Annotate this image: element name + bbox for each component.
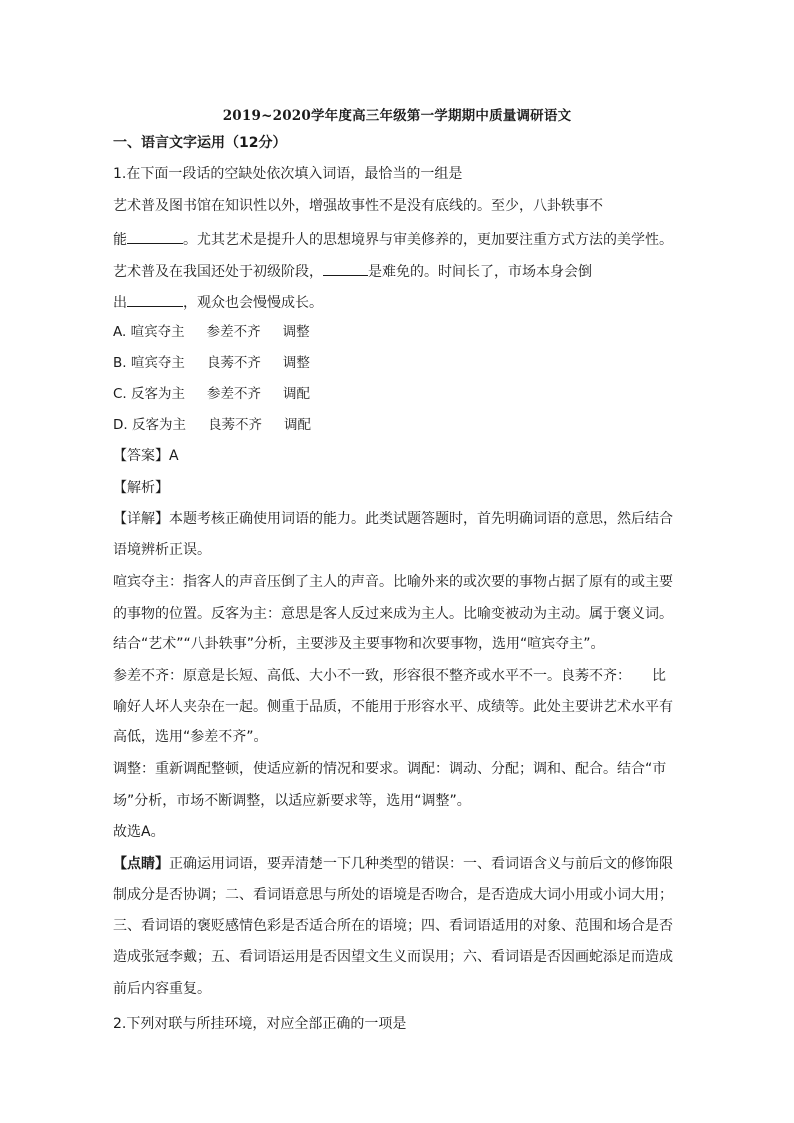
detail-line: 语境辨析正误。 [113,542,211,558]
detail-line: 调整：重新调配整顿，使适应新的情况和要求。调配：调动、分配；调和、配合。结合“市 [113,761,667,777]
passage-text: 是难免的。时间长了，市场本身会倒 [368,264,592,280]
option-word: 调配 [283,386,311,402]
option-word: 调配 [283,417,311,433]
detail-line: 的事物的位置。反客为主：意思是客人反过来成为主人。比喻变被动为主动。属于褒义词。 [113,606,673,622]
question-2-stem: 2.下列对联与所挂环境，对应全部正确的一项是 [113,1016,407,1032]
detail-line: 【详解】本题考核正确使用词语的能力。此类试题答题时，首先明确词语的意思，然后结合 [113,511,673,527]
option-word: 良莠不齐 [207,417,262,433]
passage-text: 出 [113,295,127,311]
option-word: 参差不齐 [207,386,262,402]
option-word: 调整 [282,324,310,340]
fill-blank-3 [127,292,183,307]
option-label: D. [113,417,128,433]
option-word: 喧宾夺主 [130,324,185,340]
tips-label: 【点睛】 [113,856,169,872]
option-word: 反客为主 [131,417,186,433]
option-b [113,353,693,373]
analysis-heading: 【解析】 [113,480,169,496]
detail-line: 故选A。 [113,824,165,840]
passage-line-3 [113,261,693,282]
option-d [113,415,693,435]
tips-line: 前后内容重复。 [113,981,211,997]
passage-line-1: 艺术普及图书馆在知识性以外，增强故事性不是没有底线的。至少，八卦轶事不 [113,198,603,214]
option-a [113,322,693,342]
answer-line: 【答案】A [113,448,179,464]
option-label: B. [113,355,127,371]
question-1-stem: 1.在下面一段话的空缺处依次填入词语，最恰当的一组是 [113,166,463,182]
tips-line: 三、看词语的褒贬感情色彩是否适合所在的语境；四、看词语适用的对象、范围和场合是否 [113,918,673,934]
passage-text: 能 [113,232,127,248]
passage-line-2 [113,229,693,250]
section-heading: 一、语言文字运用（12分） [113,135,287,151]
passage-text: ，观众也会慢慢成长。 [183,295,323,311]
passage-text: 。尤其艺术是提升人的思想境界与审美修养的，更加要注重方式方法的美学性。 [183,232,673,248]
fill-blank-1 [127,229,183,244]
detail-line: 场”分析，市场不断调整，以适应新要求等，选用“调整”。 [113,793,471,809]
option-word: 参差不齐 [206,324,261,340]
option-label: A. [113,324,127,340]
passage-text: 艺术普及在我国还处于初级阶段， [113,264,323,280]
option-c [113,384,693,404]
detail-line: 结合“艺术”“八卦轶事”分析，主要涉及主要事物和次要事物，选用“喧宾夺主”。 [113,636,605,652]
tips-line [113,854,693,874]
tips-text: 正确运用词语，要弄清楚一下几种类型的错误：一、看词语含义与前后文的修饰限 [169,856,673,872]
option-word: 调整 [282,355,310,371]
passage-line-4 [113,292,693,313]
detail-line: 参差不齐：原意是长短、高低、大小不一致，形容很不整齐或水平不一。良莠不齐： 比 [113,668,666,684]
fill-blank-2 [323,261,368,276]
option-word: 反客为主 [131,386,186,402]
detail-line: 高低，选用“参差不齐”。 [113,729,268,745]
option-label: C. [113,386,127,402]
detail-line: 喻好人坏人夹杂在一起。侧重于品质，不能用于形容水平、成绩等。此处主要讲艺术水平有 [113,699,673,715]
page-title: 2019~2020学年度高三年级第一学期期中质量调研语文 [222,108,572,124]
option-word: 喧宾夺主 [130,355,185,371]
detail-line: 喧宾夺主：指客人的声音压倒了主人的声音。比喻外来的或次要的事物占据了原有的或主要 [113,574,673,590]
tips-line: 造成张冠李戴；五、看词语运用是否因望文生义而误用；六、看词语是否因画蛇添足而造成 [113,949,673,965]
tips-line: 制成分是否协调；二、看词语意思与所处的语境是否吻合，是否造成大词小用或小词大用； [113,887,673,903]
option-word: 良莠不齐 [206,355,261,371]
